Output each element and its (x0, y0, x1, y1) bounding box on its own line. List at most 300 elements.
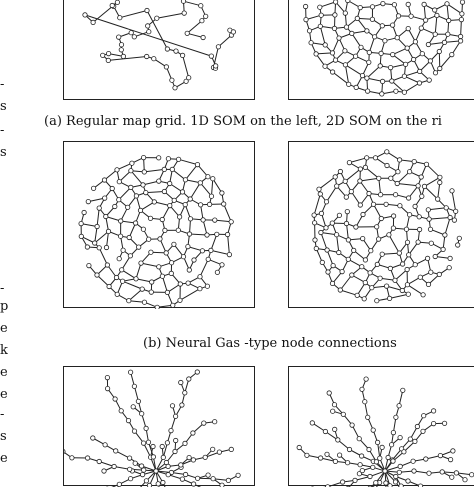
node (429, 241, 433, 245)
node (337, 36, 341, 40)
edge (185, 165, 197, 180)
node (305, 453, 309, 457)
node (79, 234, 83, 238)
node (396, 170, 400, 174)
node (380, 79, 384, 83)
node (114, 449, 118, 453)
node (371, 202, 375, 206)
node (354, 85, 358, 89)
node (176, 157, 180, 161)
node (178, 282, 182, 286)
node (187, 268, 191, 272)
node (392, 3, 396, 7)
node (403, 62, 407, 66)
node (440, 470, 444, 474)
node (444, 206, 448, 210)
edge (190, 234, 208, 235)
node (183, 391, 187, 395)
node (86, 199, 90, 203)
node (161, 480, 165, 484)
node (417, 215, 421, 219)
node (402, 90, 406, 94)
node (174, 438, 178, 442)
node (106, 229, 110, 233)
node (370, 286, 374, 290)
node (385, 150, 389, 154)
node (297, 445, 301, 449)
node (191, 458, 195, 462)
node (157, 265, 161, 269)
node (195, 370, 199, 374)
node (147, 30, 151, 34)
margin-char: p (0, 300, 14, 314)
node (140, 287, 144, 291)
node (438, 453, 442, 457)
node (110, 186, 114, 190)
edge (428, 208, 446, 210)
node (437, 272, 441, 276)
margin-char: s (0, 430, 14, 444)
node (148, 216, 152, 220)
node (360, 387, 364, 391)
node (173, 414, 177, 418)
node (416, 240, 420, 244)
node (405, 240, 409, 244)
network-graph-2d-som (289, 0, 474, 101)
node (104, 214, 108, 218)
edge (345, 65, 362, 76)
node (436, 197, 440, 201)
node (119, 43, 123, 47)
node (458, 34, 462, 38)
node (375, 440, 379, 444)
edge (390, 294, 409, 298)
node (186, 244, 190, 248)
node (431, 409, 435, 413)
edge (211, 250, 230, 254)
node (202, 421, 206, 425)
node (91, 186, 95, 190)
node (117, 198, 121, 202)
node (107, 284, 111, 288)
node (331, 409, 335, 413)
node (330, 221, 334, 225)
node (458, 39, 462, 43)
node (95, 224, 99, 228)
node (206, 175, 210, 179)
node (211, 477, 215, 481)
node (370, 5, 374, 9)
node (214, 64, 218, 68)
node (457, 236, 461, 240)
node (388, 65, 392, 69)
node (398, 464, 402, 468)
node (312, 213, 316, 217)
node (198, 287, 202, 291)
node (358, 179, 362, 183)
node (97, 246, 101, 250)
node (332, 403, 336, 407)
node (213, 218, 217, 222)
node (192, 258, 196, 262)
node (408, 437, 412, 441)
node (118, 16, 122, 20)
node (225, 232, 229, 236)
node (413, 439, 417, 443)
node (402, 450, 406, 454)
node (402, 74, 406, 78)
node (441, 247, 445, 251)
node (97, 459, 101, 463)
node (142, 300, 146, 304)
edge (228, 235, 230, 255)
node (155, 305, 159, 309)
node (337, 250, 341, 254)
node (371, 465, 375, 469)
node (340, 269, 344, 273)
node (70, 456, 74, 460)
node (166, 464, 170, 468)
edge (212, 179, 213, 197)
node (380, 445, 384, 449)
node (319, 230, 323, 234)
edge (146, 192, 165, 193)
node (166, 157, 170, 161)
node (200, 249, 204, 253)
node (133, 461, 137, 465)
node (425, 256, 429, 260)
node (151, 455, 155, 459)
node (367, 447, 371, 451)
node (407, 213, 411, 217)
node (335, 184, 339, 188)
node (320, 260, 324, 264)
node (419, 175, 423, 179)
node (201, 35, 205, 39)
node (333, 13, 337, 17)
node (323, 43, 327, 47)
node (393, 193, 397, 197)
node (448, 215, 452, 219)
node (333, 0, 337, 4)
node (405, 283, 409, 287)
node (183, 202, 187, 206)
node (360, 468, 364, 472)
node (181, 0, 185, 3)
network-graph-tree-right (289, 367, 474, 487)
node (358, 167, 362, 171)
node (179, 380, 183, 384)
node (314, 246, 318, 250)
node (195, 162, 199, 166)
node (450, 189, 454, 193)
node (374, 481, 378, 485)
node (361, 236, 365, 240)
node (330, 70, 334, 74)
node (102, 469, 106, 473)
node (413, 40, 417, 44)
node (395, 36, 399, 40)
node (165, 47, 169, 51)
edge (429, 218, 450, 220)
node (470, 473, 474, 477)
margin-char: k (0, 344, 14, 358)
node (229, 447, 233, 451)
node (407, 253, 411, 257)
node (191, 431, 195, 435)
node (307, 29, 311, 33)
node (460, 12, 464, 16)
node (417, 81, 421, 85)
node (406, 292, 410, 296)
node (205, 233, 209, 237)
node (144, 426, 148, 430)
node (323, 429, 327, 433)
edge (157, 13, 184, 18)
node (128, 467, 132, 471)
node (144, 479, 148, 483)
node (205, 284, 209, 288)
node (340, 480, 344, 484)
node (380, 24, 384, 28)
edge (452, 191, 456, 212)
node (422, 2, 426, 6)
network-graph-neural-gas-left (64, 142, 256, 309)
node (318, 192, 322, 196)
node (397, 251, 401, 255)
node (375, 225, 379, 229)
node (363, 400, 367, 404)
node (141, 183, 145, 187)
node (427, 217, 431, 221)
node (198, 181, 202, 185)
network-graph-tree-left (64, 367, 256, 487)
node (387, 233, 391, 237)
node (85, 245, 89, 249)
node (412, 159, 416, 163)
node (200, 19, 204, 23)
node (333, 58, 337, 62)
node (420, 194, 424, 198)
node (151, 444, 155, 448)
node (187, 76, 191, 80)
node (309, 41, 313, 45)
edge (123, 281, 143, 289)
node (426, 42, 430, 46)
figure-tree-left (63, 366, 255, 486)
node (422, 414, 426, 418)
node (165, 290, 169, 294)
node (130, 161, 134, 165)
node (388, 484, 392, 487)
node (95, 273, 99, 277)
node (422, 184, 426, 188)
node (203, 455, 207, 459)
node (103, 443, 107, 447)
edge (180, 289, 200, 301)
node (140, 472, 144, 476)
node (303, 4, 307, 8)
node (227, 252, 231, 256)
edge (337, 235, 339, 253)
node (85, 456, 89, 460)
node (463, 478, 467, 482)
node (113, 204, 117, 208)
node (105, 375, 109, 379)
node (433, 254, 437, 258)
node (398, 204, 402, 208)
node (110, 3, 114, 7)
node (146, 440, 150, 444)
node (437, 49, 441, 53)
caption-b: (b) Neural Gas -type node connections (143, 336, 397, 352)
node (211, 177, 215, 181)
node (421, 293, 425, 297)
edge (349, 158, 366, 163)
node (117, 257, 121, 261)
node (332, 26, 336, 30)
node (405, 46, 409, 50)
node (378, 276, 382, 280)
node (389, 443, 393, 447)
node (438, 180, 442, 184)
node (431, 421, 435, 425)
node (105, 263, 109, 267)
node (421, 429, 425, 433)
node (369, 249, 373, 253)
node (134, 277, 138, 281)
node (433, 71, 437, 75)
node (343, 11, 347, 15)
node (152, 200, 156, 204)
node (378, 456, 382, 460)
node (164, 65, 168, 69)
edge (435, 15, 437, 34)
node (186, 281, 190, 285)
edge (120, 11, 147, 18)
node (347, 82, 351, 86)
node (128, 254, 132, 258)
node (170, 78, 174, 82)
node (87, 263, 91, 267)
node (345, 461, 349, 465)
node (344, 195, 348, 199)
node (450, 52, 454, 56)
node (133, 221, 137, 225)
node (346, 0, 350, 3)
node (142, 468, 146, 472)
node (162, 167, 166, 171)
margin-char: - (0, 282, 14, 296)
node (374, 460, 378, 464)
node (400, 262, 404, 266)
node (180, 53, 184, 57)
node (350, 423, 354, 427)
node (394, 415, 398, 419)
node (312, 221, 316, 225)
node (145, 8, 149, 12)
edge (129, 289, 142, 301)
node (400, 288, 404, 292)
node (343, 49, 347, 53)
node (129, 185, 133, 189)
edge (95, 231, 109, 243)
node (429, 270, 433, 274)
node (325, 452, 329, 456)
edge (85, 15, 211, 56)
node (323, 64, 327, 68)
node (387, 296, 391, 300)
edge (187, 21, 202, 34)
node (313, 238, 317, 242)
node (397, 158, 401, 162)
node (324, 200, 328, 204)
node (379, 216, 383, 220)
node (353, 54, 357, 58)
node (377, 176, 381, 180)
node (146, 24, 150, 28)
node (138, 208, 142, 212)
edge (319, 177, 335, 189)
node (447, 266, 451, 270)
node (139, 261, 143, 265)
node (318, 456, 322, 460)
node (106, 51, 110, 55)
node (366, 415, 370, 419)
node (128, 370, 132, 374)
network-graph-1d-som (64, 0, 256, 101)
node (149, 250, 153, 254)
node (386, 455, 390, 459)
node (195, 476, 199, 480)
node (378, 193, 382, 197)
node (187, 377, 191, 381)
node (433, 32, 437, 36)
node (407, 170, 411, 174)
node (191, 482, 195, 486)
node (396, 14, 400, 18)
node (187, 455, 191, 459)
node (126, 205, 130, 209)
node (314, 52, 318, 56)
edge (445, 218, 450, 236)
node (170, 404, 174, 408)
node (375, 299, 379, 303)
edge (345, 65, 348, 85)
node (338, 169, 342, 173)
node (121, 248, 125, 252)
node (83, 13, 87, 17)
node (104, 245, 108, 249)
node (337, 213, 341, 217)
node (132, 429, 136, 433)
node (393, 480, 397, 484)
node (438, 66, 442, 70)
node (417, 227, 421, 231)
node (141, 227, 145, 231)
edge (97, 208, 99, 226)
node (443, 233, 447, 237)
node (424, 457, 428, 461)
node (424, 162, 428, 166)
node (333, 175, 337, 179)
node (371, 428, 375, 432)
node (168, 203, 172, 207)
edge (190, 183, 200, 199)
node (365, 156, 369, 160)
node (452, 218, 456, 222)
node (220, 191, 224, 195)
